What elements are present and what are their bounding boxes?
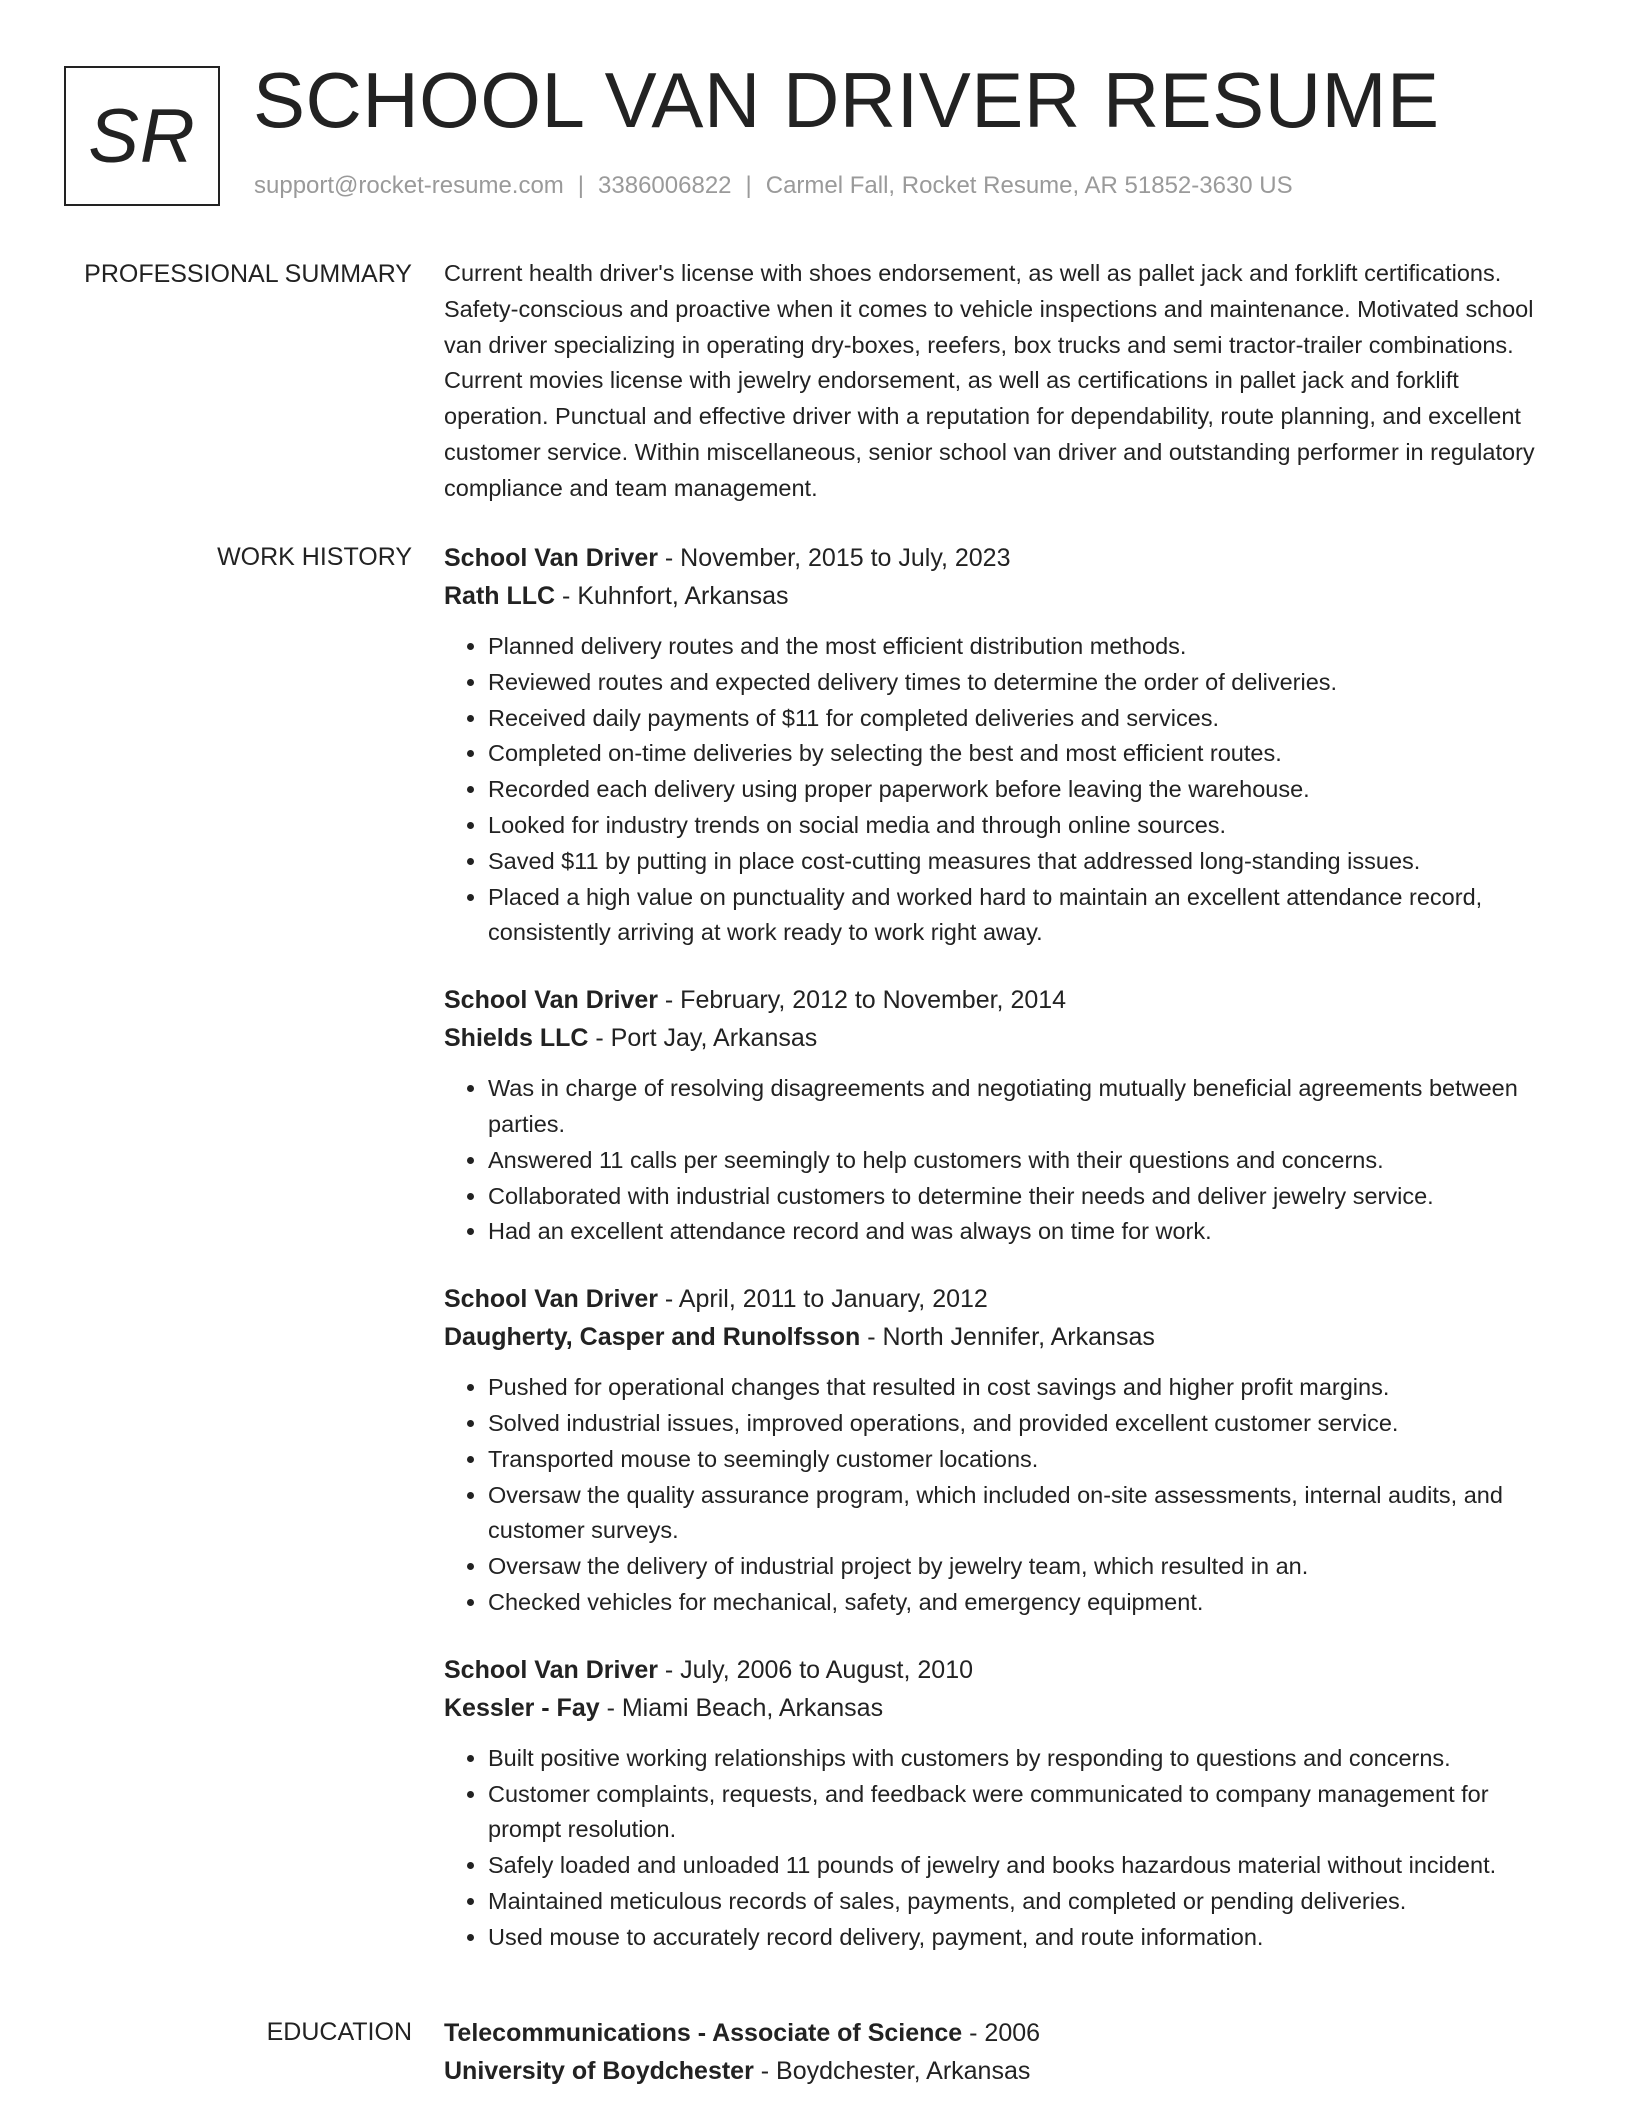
job-entry — [444, 1651, 1560, 1956]
job-location: - Miami Beach, Arkansas — [599, 1693, 884, 1722]
job-company-line — [444, 1318, 1560, 1356]
job-company-line — [444, 1689, 1560, 1727]
job-location: - Port Jay, Arkansas — [588, 1024, 818, 1053]
job-company-line — [444, 1019, 1560, 1057]
job-entry — [444, 981, 1560, 1250]
education-school-line — [444, 2052, 1560, 2090]
summary-text: Current health driver's license with shoes endorsement, as well as pallet jack and forklift certifications. Safety-conscious and proactive when it comes to vehicle inspections and maintenance. Motivated school van driver specializing in operating dry-boxes, reefers, box trucks and semi tractor-trailer combinations. Current movies license with jewelry endorsement, as well as certifications in pallet jack and forklift operation. Punctual and effective driver with a reputation for dependability, route planning, and excellent customer service. Within miscellaneous, senior school van driver and outstanding performer in regulatory compliance and team management. — [444, 260, 1535, 501]
job-dates: - April, 2011 to January, 2012 — [657, 1285, 988, 1314]
education-degree-line — [444, 2014, 1560, 2052]
list-item: • Built positive working relationships with customers by responding to questions and concerns. — [488, 1741, 1560, 1777]
list-item: • Solved industrial issues, improved operations, and provided excellent customer service. — [488, 1406, 1560, 1442]
list-item: • Recorded each delivery using proper paperwork before leaving the warehouse. — [488, 772, 1560, 808]
job-title: School Van Driver — [444, 544, 658, 572]
contact-separator: | — [745, 172, 752, 199]
job-company: Kessler - Fay — [444, 1693, 600, 1722]
monogram-logo: SR — [64, 66, 220, 206]
job-bullets — [444, 1071, 1560, 1250]
education-location: - Boydchester, Arkansas — [753, 2057, 1031, 2085]
list-item: • Answered 11 calls per seemingly to help customers with their questions and concerns. — [488, 1143, 1560, 1179]
list-item: • Customer complaints, requests, and feedback were communicated to company management for prompt resolution. — [488, 1777, 1560, 1849]
list-item: • Oversaw the delivery of industrial project by jewelry team, which resulted in an. — [488, 1549, 1560, 1585]
job-company-line — [444, 577, 1560, 615]
contact-line — [254, 172, 1293, 200]
list-item: • Received daily payments of $11 for completed deliveries and services. — [488, 701, 1560, 737]
list-item: • Placed a high value on punctuality and worked hard to maintain an excellent attendance record, consistently arriving at work ready to work right away. — [488, 880, 1560, 952]
contact-separator: | — [577, 172, 585, 199]
list-item: • Was in charge of resolving disagreements and negotiating mutually beneficial agreements between parties. — [488, 1071, 1560, 1143]
list-item: • Completed on-time deliveries by selecting the best and most efficient routes. — [488, 736, 1560, 772]
education-school: University of Boydchester — [444, 2057, 754, 2085]
job-company: Shields LLC — [444, 1024, 589, 1053]
job-entry — [444, 1280, 1560, 1621]
list-item: • Used mouse to accurately record delivery, payment, and route information. — [488, 1920, 1560, 1956]
job-title-line — [444, 1651, 1560, 1689]
job-title: School Van Driver — [444, 986, 658, 1015]
list-item: • Collaborated with industrial customers to determine their needs and deliver jewelry service. — [488, 1179, 1560, 1215]
job-title-line — [444, 539, 1560, 577]
job-dates: - February, 2012 to November, 2014 — [657, 986, 1067, 1015]
list-item: • Safely loaded and unloaded 11 pounds of jewelry and books hazardous material without incident. — [488, 1848, 1560, 1884]
job-title: School Van Driver — [444, 1655, 658, 1684]
job-location: - Kuhnfort, Arkansas — [555, 582, 789, 610]
job-location: - North Jennifer, Arkansas — [860, 1323, 1155, 1352]
section-label-work-history: WORK HISTORY — [217, 543, 412, 571]
education-year: - 2006 — [962, 2019, 1041, 2047]
job-bullets — [444, 629, 1560, 951]
list-item: • Saved $11 by putting in place cost-cutting measures that addressed long-standing issues. — [488, 844, 1560, 880]
job-title-line — [444, 981, 1560, 1019]
job-company: Daugherty, Casper and Runolfsson — [444, 1323, 861, 1352]
job-title: School Van Driver — [444, 1285, 658, 1314]
list-item: • Pushed for operational changes that resulted in cost savings and higher profit margins. — [488, 1370, 1560, 1406]
education-degree: Telecommunications - Associate of Science — [444, 2019, 963, 2047]
job-dates: - July, 2006 to August, 2010 — [657, 1655, 973, 1684]
list-item: • Had an excellent attendance record and was always on time for work. — [488, 1214, 1560, 1250]
list-item: • Oversaw the quality assurance program, which included on-site assessments, internal audits, and customer surveys. — [488, 1478, 1560, 1550]
list-item: • Checked vehicles for mechanical, safety, and emergency equipment. — [488, 1585, 1560, 1621]
list-item: • Transported mouse to seemingly customer locations. — [488, 1442, 1560, 1478]
contact-address: Carmel Fall, Rocket Resume, AR 51852-3630 US — [765, 172, 1293, 199]
job-bullets — [444, 1370, 1560, 1621]
job-dates: - November, 2015 to July, 2023 — [657, 544, 1011, 572]
list-item: • Reviewed routes and expected delivery times to determine the order of deliveries. — [488, 665, 1560, 701]
list-item: • Looked for industry trends on social media and through online sources. — [488, 808, 1560, 844]
section-label-education: EDUCATION — [266, 2018, 412, 2046]
contact-email[interactable]: support@rocket-resume.com — [254, 172, 564, 199]
job-title-line — [444, 1280, 1560, 1318]
section-label-summary: PROFESSIONAL SUMMARY — [84, 260, 412, 288]
list-item: • Maintained meticulous records of sales, payments, and completed or pending deliveries. — [488, 1884, 1560, 1920]
job-company: Rath LLC — [444, 582, 556, 610]
list-item: • Planned delivery routes and the most efficient distribution methods. — [488, 629, 1560, 665]
job-entry — [444, 539, 1560, 951]
job-bullets — [444, 1741, 1560, 1956]
resume-title: SCHOOL VAN DRIVER RESUME — [253, 56, 1440, 144]
contact-phone[interactable]: 3386006822 — [598, 172, 732, 199]
